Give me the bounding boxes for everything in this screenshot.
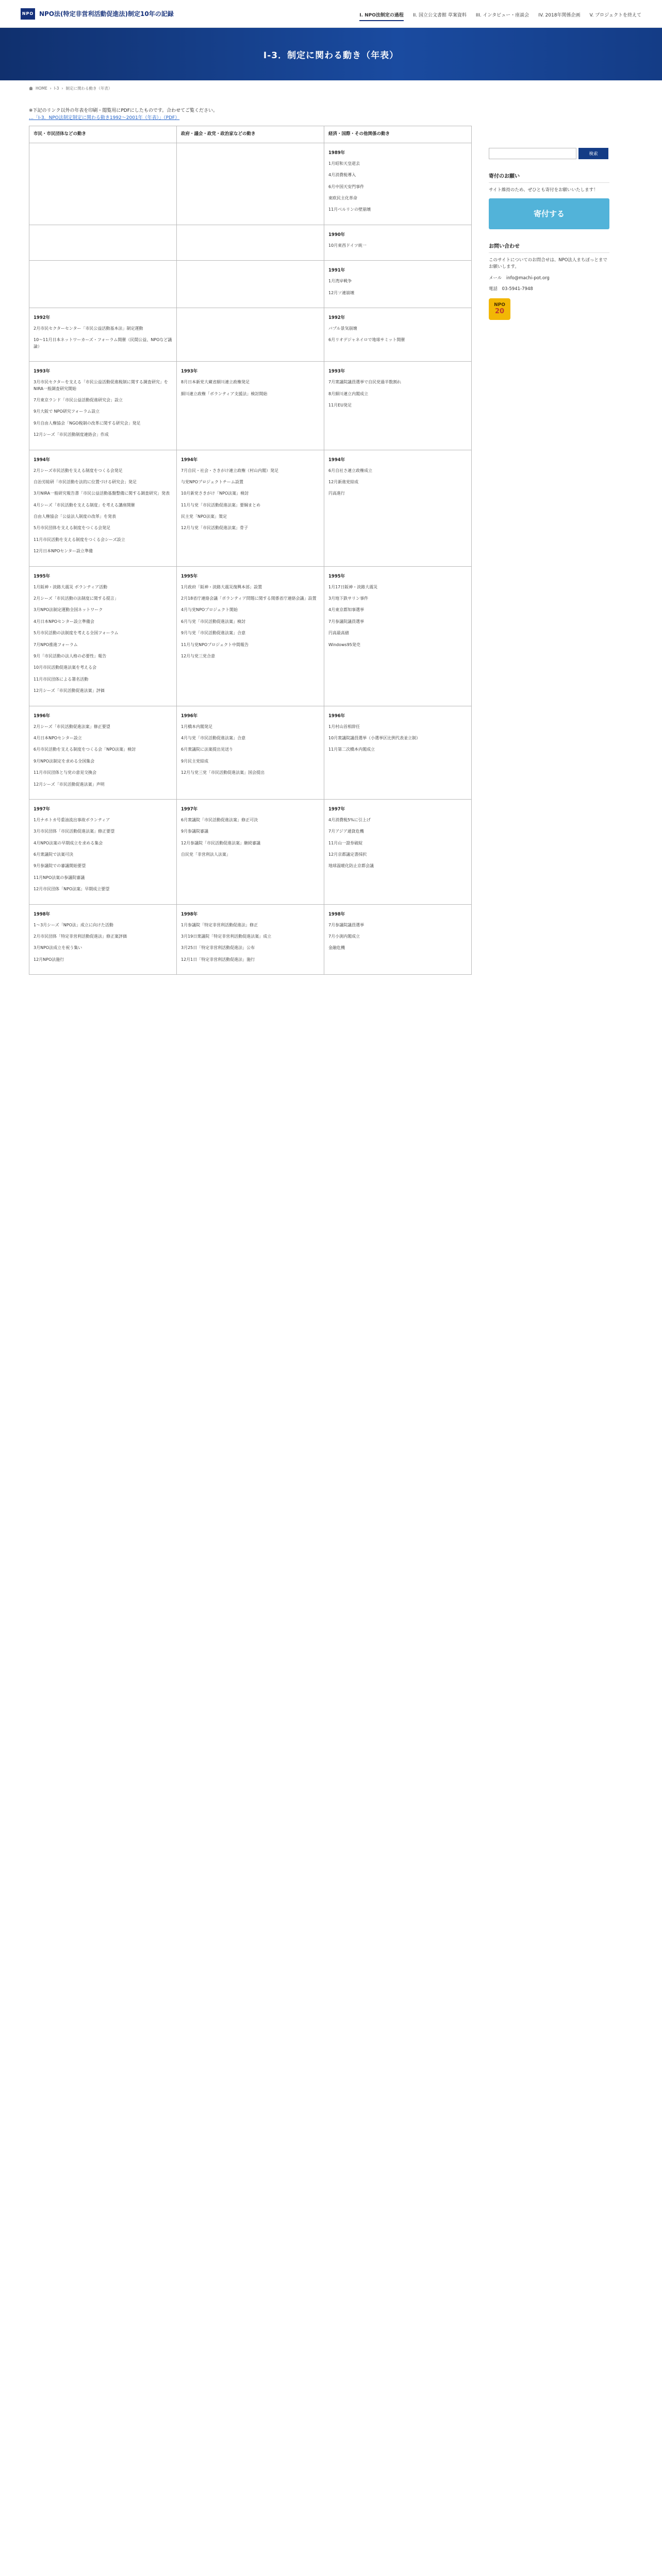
event-item: 5月市民団体を支える制度をつくる会発足: [34, 526, 111, 531]
donate-heading: 寄付のお願い: [489, 172, 609, 183]
npo-20th-badge[interactable]: [489, 298, 510, 320]
nav-item-1[interactable]: I. NPO法制定の過程: [359, 11, 404, 21]
event-item: 1月ナホトカ号重油流出事故ボランティア: [34, 817, 110, 822]
year-label: 1989年: [328, 150, 345, 156]
event-item: 4月消費税5%に引上げ: [328, 817, 371, 822]
table-cell: [324, 225, 472, 260]
event-item: 4月NPO法案の早期成立を求める集会: [34, 840, 103, 845]
content-container: [0, 96, 662, 975]
event-item: 6月衆議院「市民活動促進法案」修正可決: [181, 817, 258, 822]
event-item: 6月衆議院で法案可決: [34, 852, 74, 857]
table-cell: [177, 261, 324, 308]
table-row: [29, 799, 472, 904]
event-item: 11月EU発足: [328, 402, 352, 408]
chronology-body: [29, 143, 472, 974]
year-label: 1993年: [34, 369, 51, 375]
event-item: 9月与党「市民活動促進法案」合意: [181, 631, 246, 636]
event-item: 与党NPOプロジェクトチーム設置: [181, 479, 243, 484]
event-item: 12月与党「市民活動促進法案」骨子: [181, 526, 249, 531]
table-cell: [177, 308, 324, 362]
table-cell: [29, 904, 177, 975]
search-form: [489, 148, 609, 159]
site-logo[interactable]: [21, 8, 174, 20]
event-item: 10〜11月日本ネットワーカーズ・フォーラム開催（民間公益、NPOなど議論）: [34, 337, 172, 349]
event-item: 12月与党三党合意: [181, 654, 216, 658]
event-item: 5月市民活動の法制度を考える全国フォーラム: [34, 631, 119, 636]
event-item: 民主党「NPO法案」策定: [181, 514, 227, 519]
table-cell: [177, 566, 324, 706]
main-content: [29, 96, 471, 975]
table-cell: [324, 799, 472, 904]
year-label: 1998年: [181, 911, 198, 917]
event-item: 1月政府「阪神・淡路大震災復興本部」設置: [181, 584, 262, 589]
year-label: 1990年: [328, 232, 345, 238]
page-title: I-3．制定に関わる動き（年表）: [263, 50, 399, 61]
table-row: [29, 706, 472, 799]
event-item: 11月NPO法案の参議院審議: [34, 875, 85, 880]
main-nav: [359, 11, 641, 27]
table-cell: [177, 225, 324, 260]
event-item: 7月衆議院議員選挙で自民党過半数割れ: [328, 380, 402, 385]
table-cell: [29, 362, 177, 450]
table-row: [29, 566, 472, 706]
event-item: 11月与党NPOプロジェクト中間報告: [181, 642, 249, 647]
event-item: 4月東京都知事選挙: [328, 607, 365, 613]
event-item: 金融危機: [328, 945, 345, 951]
event-item: 12月NPO法施行: [34, 957, 64, 962]
event-item: 12月シーズ「市民活動制度連絡会」作成: [34, 432, 109, 437]
table-cell: [177, 904, 324, 975]
table-cell: [29, 706, 177, 799]
breadcrumb-parent[interactable]: I-3: [54, 86, 59, 91]
event-item: 細川連立政権「ボランティア支援法」検討開始: [181, 391, 268, 396]
event-item: 12月市民団体「NPO法案」早期成立要望: [34, 887, 110, 892]
table-row: [29, 362, 472, 450]
event-item: 7月小渕内閣成立: [328, 934, 360, 939]
event-item: 3月市民団体「市民活動促進法案」修正要望: [34, 829, 115, 834]
donate-button[interactable]: 寄付する: [489, 198, 609, 229]
event-item: 11月第二次橋本内閣成立: [328, 747, 375, 752]
event-item: 9月「市民活動の法人格の必要性」報告: [34, 654, 107, 658]
event-item: 12月新進党結成: [328, 479, 359, 484]
event-item: 1月湾岸戦争: [328, 279, 352, 284]
event-item: 6月衆議院に法案提出見送り: [181, 747, 234, 752]
table-cell: [324, 706, 472, 799]
nav-item-2[interactable]: II. 国立公文書館 草案資料: [412, 13, 467, 18]
event-item: 1〜3月シーズ「NPO法」成立に向けた活動: [34, 922, 113, 927]
event-item: 3月NPO法制定運動全国ネットワーク: [34, 607, 103, 613]
table-cell: [29, 261, 177, 308]
table-cell: [177, 143, 324, 225]
table-cell: [177, 799, 324, 904]
home-icon: [29, 87, 33, 90]
table-cell: [29, 308, 177, 362]
event-item: 円高進行: [328, 491, 345, 496]
event-item: 12月シーズ「市民活動促進法案」声明: [34, 782, 105, 787]
event-item: 7月自民・社会・さきがけ連立政権（村山内閣）発足: [181, 468, 279, 473]
badge-num: 20: [494, 308, 505, 316]
event-item: 11月市民活動を支える制度をつくる会シーズ設立: [34, 537, 125, 542]
event-item: 2月シーズ「市民活動促進法案」修正要望: [34, 724, 110, 729]
event-item: 9月自由人権協会「NGO税制の改革に関する研究会」発足: [34, 420, 141, 426]
event-item: 10月東西ドイツ統一: [328, 243, 367, 248]
table-cell: [177, 362, 324, 450]
event-item: 12月シーズ「市民活動促進法案」評価: [34, 688, 105, 693]
logo-text: NPO法(特定非営利活動促進法)制定10年の記録: [39, 10, 174, 18]
table-cell: [324, 362, 472, 450]
table-row: [29, 308, 472, 362]
year-label: 1998年: [328, 911, 345, 917]
contact-heading: お問い合わせ: [489, 242, 609, 253]
breadcrumb-home[interactable]: HOME: [36, 86, 47, 91]
year-label: 1996年: [328, 713, 345, 719]
nav-item-5[interactable]: V. プロジェクトを終えて: [589, 13, 641, 18]
year-label: 1997年: [328, 806, 345, 812]
nav-item-3[interactable]: III. インタビュー・座談会: [475, 13, 529, 18]
event-item: 12月与党三党「市民活動促進法案」国会提出: [181, 770, 265, 775]
event-item: 9月参議院審議: [181, 829, 209, 834]
event-item: 8月日本新党大蔵省細川連立政権発足: [181, 380, 250, 385]
search-button[interactable]: 検索: [578, 148, 608, 159]
table-cell: [29, 450, 177, 566]
top-header: [0, 0, 662, 28]
table-cell: [324, 566, 472, 706]
table-cell: [324, 450, 472, 566]
event-item: 1月橋本内閣発足: [181, 724, 213, 729]
year-label: 1995年: [34, 573, 51, 579]
year-label: 1997年: [34, 806, 51, 812]
event-item: 1月阪神・淡路大震災 ボランティア活動: [34, 584, 107, 589]
event-item: 4月消費税導入: [328, 173, 356, 178]
year-label: 1996年: [181, 713, 198, 719]
event-item: 2月18省庁連絡会議「ボランティア問題に関する関係省庁連絡会議」設置: [181, 596, 317, 601]
year-label: 1992年: [34, 315, 51, 321]
event-item: 6月リオデジャネイロで地球サミット開催: [328, 337, 405, 343]
event-item: 6月自社さ連立政権成立: [328, 468, 373, 473]
chronology-table: [29, 126, 472, 975]
event-item: 9月参議院での審議開始要望: [34, 863, 86, 869]
year-label: 1994年: [181, 457, 198, 463]
event-item: 東欧民主化革命: [328, 196, 357, 201]
event-item: 3月NIRA一般研究報告書「市民公益活動基盤整備に関する調査研究」発表: [34, 491, 170, 496]
table-cell: [324, 143, 472, 225]
event-item: 2月市民セクターセンター「市民公益活動基本法」制定運動: [34, 326, 143, 331]
event-item: 4月日本NPOセンター設立: [34, 735, 82, 740]
event-item: 12月日本NPOセンター設立準備: [34, 549, 93, 554]
event-item: 4月与党NPOプロジェクト開始: [181, 607, 238, 613]
event-item: 2月シーズ「市民活動の法制度に関する提言」: [34, 596, 119, 601]
table-cell: [177, 450, 324, 566]
event-item: 3月25日「特定非営利活動促進法」公布: [181, 945, 255, 951]
event-item: 3月市民セクターを支える「市民公益活動促進税制に関する調査研究」を NIRA一般調査研究開始: [34, 380, 168, 391]
event-item: 自民党「非営利法人法案」: [181, 852, 230, 857]
year-label: 1993年: [328, 369, 345, 375]
event-item: 自由人権協会「公益法人制度の改革」を発表: [34, 514, 116, 519]
breadcrumb-sep-2: ›: [61, 86, 63, 91]
event-item: 3月地下鉄サリン事件: [328, 596, 369, 601]
intro: [29, 96, 471, 122]
year-label: 1994年: [34, 457, 51, 463]
breadcrumb-sep: ›: [49, 86, 52, 91]
event-item: 10月衆議院議員選挙（小選挙区比例代表並立制）: [328, 735, 421, 740]
table-row: [29, 904, 472, 975]
event-item: 10月市民活動促進法案を考える会: [34, 665, 97, 670]
event-item: 11月ベルリンの壁崩壊: [328, 207, 371, 212]
year-label: 1993年: [181, 369, 198, 375]
event-item: 6月中国天安門事件: [328, 184, 365, 189]
event-item: 2月シーズ市民活動を支える制度をつくる会発足: [34, 468, 123, 473]
event-item: 7月参議院議員選挙: [328, 922, 365, 927]
table-cell: [29, 225, 177, 260]
event-item: 11月与党「市民活動促進法案」要綱まとめ: [181, 502, 261, 507]
event-item: 12月ソ連崩壊: [328, 290, 355, 295]
event-item: 11月市民団体と与党の意見交換会: [34, 770, 97, 775]
table-row: [29, 225, 472, 260]
event-item: 9月NPO法制定を求める全国集会: [34, 758, 95, 764]
nav-item-4[interactable]: IV. 2018年関係企画: [538, 13, 581, 18]
table-cell: [177, 706, 324, 799]
year-label: 1995年: [181, 573, 198, 579]
event-item: 7月NPO推進フォーラム: [34, 642, 78, 647]
logo-mark: NPO: [21, 8, 35, 20]
event-item: 7月東京ランド「市民公益活動促進研究会」設立: [34, 397, 123, 402]
event-item: 7月アジア通貨危機: [328, 829, 364, 834]
search-input[interactable]: [489, 148, 576, 159]
table-cell: [29, 566, 177, 706]
event-item: 11月山一證券破綻: [328, 840, 363, 845]
event-item: 自治労総研「市民活動を法的に位置づける研究会」発足: [34, 479, 137, 484]
intro-text: ※下記のリンク以外の年表を印刷・閲覧用にPDFにしたものです。合わせてご覧ください。: [29, 108, 218, 113]
year-label: 1995年: [328, 573, 345, 579]
header-government: 政府・議会・政党・政治家などの動き: [177, 126, 324, 143]
event-item: 12月1日「特定非営利活動促進法」施行: [181, 957, 255, 962]
event-item: 円高最高値: [328, 631, 349, 636]
event-item: 3月19日衆議院「特定非営利活動促進法案」成立: [181, 934, 272, 939]
year-label: 1994年: [328, 457, 345, 463]
sidebar: [489, 96, 609, 975]
event-item: 4月シーズ「市民活動を支える制度」を考える講座開催: [34, 502, 135, 507]
breadcrumb-current: 制定に関わる動き（年表）: [65, 86, 112, 91]
donate-text: サイト維持のため、ぜひとも寄付をお願いいたします！: [489, 188, 598, 193]
breadcrumb: [0, 80, 662, 96]
event-item: Windows95発売: [328, 642, 360, 647]
table-row: [29, 450, 472, 566]
table-header-row: [29, 126, 472, 143]
header-economy: 経済・国際・その他関係の動き: [324, 126, 472, 143]
event-item: 1月昭和天皇逝去: [328, 161, 360, 166]
badge-top: NPO: [494, 302, 505, 308]
event-item: 2月市民団体「特定非営利活動促進法」修正案評価: [34, 934, 127, 939]
contact-email[interactable]: メール info@machi-pot.org: [489, 275, 550, 281]
event-item: 12月参議院「市民活動促進法案」継続審議: [181, 840, 261, 845]
table-cell: [29, 143, 177, 225]
table-cell: [324, 904, 472, 975]
event-item: 8月細川連立内閣成立: [328, 391, 369, 396]
table-cell: [324, 261, 472, 308]
event-item: バブル景気崩壊: [328, 326, 357, 331]
year-label: 1998年: [34, 911, 51, 917]
table-row: [29, 143, 472, 225]
table-cell: [29, 799, 177, 904]
event-item: 1月参議院「特定非営利活動促進法」修正: [181, 922, 258, 927]
event-item: 11月市民団体による署名活動: [34, 676, 89, 682]
event-item: 1月17日阪神・淡路大震災: [328, 584, 378, 589]
year-label: 1991年: [328, 268, 345, 274]
contact-text: このサイトについてのお問合せは、NPO法人まちぽっとまでお願いします。: [489, 257, 607, 270]
event-item: 9月大阪で NPO研究フォーラム設立: [34, 409, 100, 414]
pdf-link[interactable]: …「I-3．NPO法制定制定に関わる動き1992〜2001年（年表）」（PDF）: [29, 115, 180, 121]
event-item: 3月NPO法成立を祝う集い: [34, 945, 82, 951]
event-item: 地球温暖化防止京都会議: [328, 863, 374, 869]
event-item: 7月参議院議員選挙: [328, 619, 365, 624]
year-label: 1997年: [181, 806, 198, 812]
event-item: 12月京都議定書採択: [328, 852, 367, 857]
year-label: 1996年: [34, 713, 51, 719]
hero-banner: [0, 28, 662, 80]
year-label: 1992年: [328, 315, 345, 321]
header-citizen: 市民・市民団体などの動き: [29, 126, 177, 143]
event-item: 9月民主党結成: [181, 758, 209, 764]
event-item: 6月市民活動を支える制度をつくる会「NPO法案」検討: [34, 747, 136, 752]
event-item: 1月村山首相辞任: [328, 724, 360, 729]
table-row: [29, 261, 472, 308]
event-item: 10月新党さきがけ「NPO法案」検討: [181, 491, 249, 496]
event-item: 4月与党「市民活動促進法案」合意: [181, 735, 246, 740]
contact-phone: 電話 03-5941-7948: [489, 286, 533, 292]
table-cell: [324, 308, 472, 362]
event-item: 4月日本NPOセンター設立準備会: [34, 619, 94, 624]
event-item: 6月与党「市民活動促進法案」検討: [181, 619, 246, 624]
